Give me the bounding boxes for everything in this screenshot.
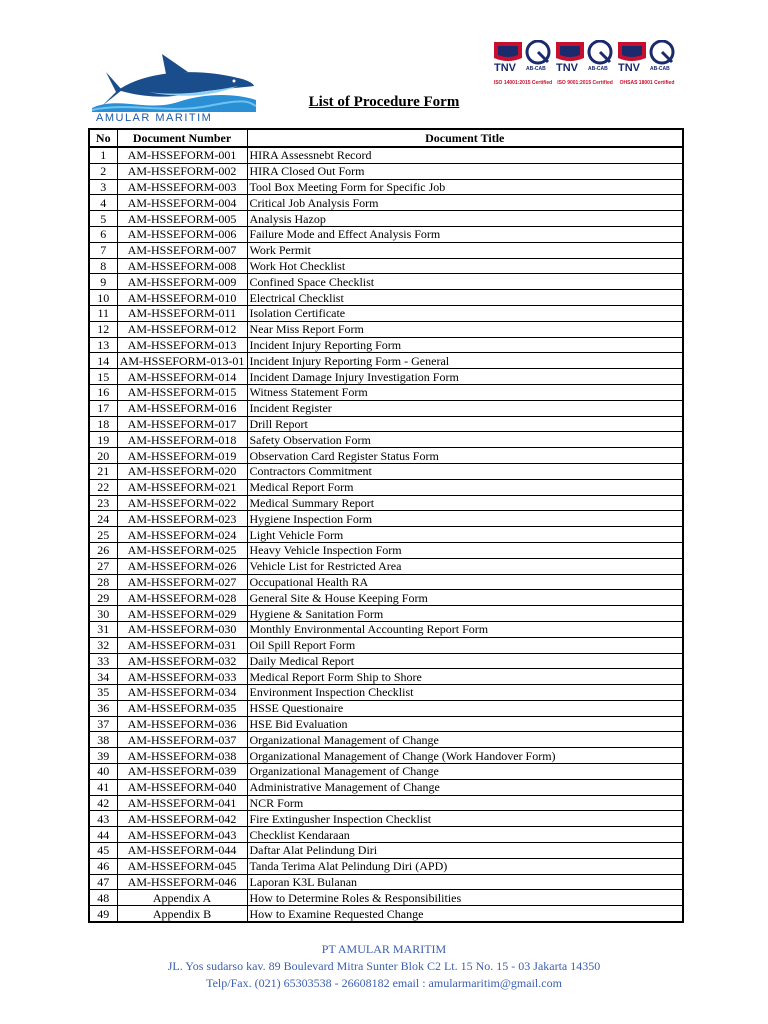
row-number: 44 (89, 827, 117, 843)
table-row (89, 195, 683, 211)
document-title: Incident Damage Injury Investigation Form (247, 369, 683, 385)
table-row (89, 574, 683, 590)
table-row (89, 843, 683, 859)
document-number: AM-HSSEFORM-028 (117, 590, 247, 606)
page-title: List of Procedure Form (308, 94, 460, 110)
document-title: Hygiene & Sanitation Form (247, 606, 683, 622)
table-row (89, 527, 683, 543)
column-header-document-title: Document Title (247, 129, 683, 147)
table-row (89, 226, 683, 242)
row-number: 43 (89, 811, 117, 827)
document-number: AM-HSSEFORM-013 (117, 337, 247, 353)
cert-caption: ISO 9001:2015 Certified (557, 80, 613, 86)
document-title: Witness Statement Form (247, 384, 683, 400)
document-number: AM-HSSEFORM-008 (117, 258, 247, 274)
document-number: AM-HSSEFORM-010 (117, 290, 247, 306)
document-title: Isolation Certificate (247, 305, 683, 321)
row-number: 6 (89, 226, 117, 242)
document-number: AM-HSSEFORM-017 (117, 416, 247, 432)
row-number: 30 (89, 606, 117, 622)
table-row (89, 147, 683, 163)
document-number: AM-HSSEFORM-029 (117, 606, 247, 622)
table-row (89, 384, 683, 400)
table-row (89, 305, 683, 321)
cert-emblem-icon (554, 40, 614, 80)
document-title: Oil Spill Report Form (247, 637, 683, 653)
document-number: Appendix A (117, 890, 247, 906)
table-row (89, 290, 683, 306)
table-row (89, 653, 683, 669)
document-title: Confined Space Checklist (247, 274, 683, 290)
document-number: AM-HSSEFORM-002 (117, 163, 247, 179)
logo-wordmark: AMULAR MARITIM (96, 112, 213, 124)
table-row (89, 321, 683, 337)
cert-mark: TNV (494, 62, 516, 74)
document-title: How to Examine Requested Change (247, 906, 683, 922)
document-title: Environment Inspection Checklist (247, 685, 683, 701)
footer-address: JL. Yos sudarso kav. 89 Boulevard Mitra Sunter Blok C2 Lt. 15 No. 15 - 03 Jakarta 14350 (167, 959, 601, 973)
table-row (89, 337, 683, 353)
document-title: Checklist Kendaraan (247, 827, 683, 843)
document-number: AM-HSSEFORM-043 (117, 827, 247, 843)
table-row (89, 400, 683, 416)
document-number: AM-HSSEFORM-040 (117, 779, 247, 795)
table-row (89, 811, 683, 827)
cert-body: AB-CAB (650, 66, 670, 72)
document-number: AM-HSSEFORM-007 (117, 242, 247, 258)
document-title: How to Determine Roles & Responsibilities (247, 890, 683, 906)
document-number: AM-HSSEFORM-018 (117, 432, 247, 448)
row-number: 16 (89, 384, 117, 400)
document-title: Near Miss Report Form (247, 321, 683, 337)
table-row (89, 685, 683, 701)
document-number: AM-HSSEFORM-005 (117, 211, 247, 227)
document-number: AM-HSSEFORM-041 (117, 795, 247, 811)
row-number: 32 (89, 637, 117, 653)
table-row (89, 590, 683, 606)
table-row (89, 558, 683, 574)
table-row (89, 906, 683, 922)
document-title: Drill Report (247, 416, 683, 432)
row-number: 15 (89, 369, 117, 385)
table-row (89, 463, 683, 479)
document-number: AM-HSSEFORM-019 (117, 448, 247, 464)
document-number: AM-HSSEFORM-014 (117, 369, 247, 385)
table-row (89, 795, 683, 811)
row-number: 21 (89, 463, 117, 479)
table-row (89, 258, 683, 274)
row-number: 38 (89, 732, 117, 748)
document-title: Tanda Terima Alat Pelindung Diri (APD) (247, 858, 683, 874)
document-title: Heavy Vehicle Inspection Form (247, 542, 683, 558)
row-number: 29 (89, 590, 117, 606)
row-number: 10 (89, 290, 117, 306)
company-logo (88, 50, 260, 126)
table-row (89, 369, 683, 385)
document-title: Critical Job Analysis Form (247, 195, 683, 211)
document-title: Analysis Hazop (247, 211, 683, 227)
document-title: HIRA Assessnebt Record (247, 147, 683, 163)
document-number: AM-HSSEFORM-020 (117, 463, 247, 479)
table-row (89, 274, 683, 290)
document-title: Daily Medical Report (247, 653, 683, 669)
row-number: 22 (89, 479, 117, 495)
document-number: AM-HSSEFORM-033 (117, 669, 247, 685)
table-row (89, 479, 683, 495)
table-header-row (89, 129, 683, 147)
row-number: 9 (89, 274, 117, 290)
column-header-document-number: Document Number (117, 129, 247, 147)
document-number: AM-HSSEFORM-038 (117, 748, 247, 764)
row-number: 45 (89, 843, 117, 859)
document-title: General Site & House Keeping Form (247, 590, 683, 606)
row-number: 35 (89, 685, 117, 701)
table-row (89, 416, 683, 432)
document-title: Contractors Commitment (247, 463, 683, 479)
row-number: 2 (89, 163, 117, 179)
row-number: 18 (89, 416, 117, 432)
document-number: AM-HSSEFORM-011 (117, 305, 247, 321)
table-row (89, 716, 683, 732)
row-number: 33 (89, 653, 117, 669)
document-title: Organizational Management of Change (Work Handover Form) (247, 748, 683, 764)
row-number: 17 (89, 400, 117, 416)
document-number: AM-HSSEFORM-023 (117, 511, 247, 527)
row-number: 42 (89, 795, 117, 811)
table-row (89, 779, 683, 795)
table-row (89, 858, 683, 874)
row-number: 13 (89, 337, 117, 353)
document-number: AM-HSSEFORM-016 (117, 400, 247, 416)
document-title: NCR Form (247, 795, 683, 811)
table-row (89, 163, 683, 179)
row-number: 49 (89, 906, 117, 922)
document-title: HSSE Questionaire (247, 700, 683, 716)
document-title: Hygiene Inspection Form (247, 511, 683, 527)
row-number: 46 (89, 858, 117, 874)
footer-company: PT AMULAR MARITIM (321, 942, 447, 956)
document-title: Occupational Health RA (247, 574, 683, 590)
table-row (89, 211, 683, 227)
document-number: AM-HSSEFORM-034 (117, 685, 247, 701)
table-row (89, 353, 683, 369)
row-number: 31 (89, 621, 117, 637)
document-title: Work Permit (247, 242, 683, 258)
document-number: AM-HSSEFORM-030 (117, 621, 247, 637)
footer-contact: Telp/Fax. (021) 65303538 - 26608182 email : amularmaritim@gmail.com (206, 976, 562, 990)
document-number: AM-HSSEFORM-027 (117, 574, 247, 590)
document-title: Tool Box Meeting Form for Specific Job (247, 179, 683, 195)
row-number: 26 (89, 542, 117, 558)
cert-emblem-icon (616, 40, 676, 80)
cert-badge-iso9001 (554, 40, 614, 90)
document-number: AM-HSSEFORM-032 (117, 653, 247, 669)
row-number: 19 (89, 432, 117, 448)
document-number: AM-HSSEFORM-015 (117, 384, 247, 400)
document-title: Incident Injury Reporting Form - General (247, 353, 683, 369)
column-header-no: No (89, 129, 117, 147)
document-number: AM-HSSEFORM-006 (117, 226, 247, 242)
document-number: AM-HSSEFORM-024 (117, 527, 247, 543)
document-number: AM-HSSEFORM-042 (117, 811, 247, 827)
cert-badge-ohsas18001 (616, 40, 676, 90)
document-title: Medical Summary Report (247, 495, 683, 511)
row-number: 36 (89, 700, 117, 716)
document-number: AM-HSSEFORM-012 (117, 321, 247, 337)
document-number: AM-HSSEFORM-009 (117, 274, 247, 290)
document-number: AM-HSSEFORM-013-01 (117, 353, 247, 369)
cert-body: AB-CAB (526, 66, 546, 72)
document-title: Observation Card Register Status Form (247, 448, 683, 464)
document-number: AM-HSSEFORM-004 (117, 195, 247, 211)
document-number: AM-HSSEFORM-001 (117, 147, 247, 163)
table-body (89, 147, 683, 922)
document-number: Appendix B (117, 906, 247, 922)
table-row (89, 179, 683, 195)
row-number: 25 (89, 527, 117, 543)
document-title: Vehicle List for Restricted Area (247, 558, 683, 574)
document-title: Electrical Checklist (247, 290, 683, 306)
certification-badges (492, 40, 676, 90)
document-title: Monthly Environmental Accounting Report Form (247, 621, 683, 637)
table-row (89, 448, 683, 464)
cert-badge-iso14001 (492, 40, 552, 90)
table-row (89, 764, 683, 780)
document-number: AM-HSSEFORM-046 (117, 874, 247, 890)
row-number: 27 (89, 558, 117, 574)
cert-mark: TNV (618, 62, 640, 74)
table-row (89, 242, 683, 258)
document-title: Administrative Management of Change (247, 779, 683, 795)
document-number: AM-HSSEFORM-003 (117, 179, 247, 195)
document-title: HSE Bid Evaluation (247, 716, 683, 732)
row-number: 40 (89, 764, 117, 780)
row-number: 23 (89, 495, 117, 511)
document-title: Light Vehicle Form (247, 527, 683, 543)
table-row (89, 542, 683, 558)
table-row (89, 732, 683, 748)
row-number: 34 (89, 669, 117, 685)
row-number: 39 (89, 748, 117, 764)
document-number: AM-HSSEFORM-045 (117, 858, 247, 874)
row-number: 7 (89, 242, 117, 258)
row-number: 5 (89, 211, 117, 227)
table-row (89, 621, 683, 637)
row-number: 1 (89, 147, 117, 163)
row-number: 37 (89, 716, 117, 732)
document-number: AM-HSSEFORM-031 (117, 637, 247, 653)
document-title: Work Hot Checklist (247, 258, 683, 274)
document-number: AM-HSSEFORM-044 (117, 843, 247, 859)
document-number: AM-HSSEFORM-021 (117, 479, 247, 495)
table-row (89, 748, 683, 764)
table-row (89, 432, 683, 448)
document-number: AM-HSSEFORM-037 (117, 732, 247, 748)
row-number: 12 (89, 321, 117, 337)
cert-body: AB-CAB (588, 66, 608, 72)
row-number: 3 (89, 179, 117, 195)
document-number: AM-HSSEFORM-039 (117, 764, 247, 780)
row-number: 24 (89, 511, 117, 527)
row-number: 28 (89, 574, 117, 590)
row-number: 48 (89, 890, 117, 906)
table-row (89, 890, 683, 906)
document-title: Organizational Management of Change (247, 764, 683, 780)
document-title: Failure Mode and Effect Analysis Form (247, 226, 683, 242)
document-number: AM-HSSEFORM-035 (117, 700, 247, 716)
document-title: Safety Observation Form (247, 432, 683, 448)
cert-caption: OHSAS 18001 Certified (619, 80, 675, 86)
table-row (89, 827, 683, 843)
row-number: 41 (89, 779, 117, 795)
table-row (89, 606, 683, 622)
document-number: AM-HSSEFORM-026 (117, 558, 247, 574)
row-number: 11 (89, 305, 117, 321)
document-number: AM-HSSEFORM-025 (117, 542, 247, 558)
cert-emblem-icon (492, 40, 552, 80)
document-title: Daftar Alat Pelindung Diri (247, 843, 683, 859)
table-row (89, 495, 683, 511)
document-title: Organizational Management of Change (247, 732, 683, 748)
document-title: Incident Injury Reporting Form (247, 337, 683, 353)
document-title: Laporan K3L Bulanan (247, 874, 683, 890)
procedure-form-table (88, 128, 684, 923)
document-title: Medical Report Form (247, 479, 683, 495)
document-number: AM-HSSEFORM-022 (117, 495, 247, 511)
cert-mark: TNV (556, 62, 578, 74)
table-row (89, 669, 683, 685)
document-number: AM-HSSEFORM-036 (117, 716, 247, 732)
row-number: 4 (89, 195, 117, 211)
document-title: Fire Extingusher Inspection Checklist (247, 811, 683, 827)
document-title: HIRA Closed Out Form (247, 163, 683, 179)
row-number: 8 (89, 258, 117, 274)
document-title: Medical Report Form Ship to Shore (247, 669, 683, 685)
row-number: 47 (89, 874, 117, 890)
document-title: Incident Register (247, 400, 683, 416)
cert-caption: ISO 14001:2015 Certified (493, 80, 553, 86)
table-row (89, 700, 683, 716)
table-row (89, 637, 683, 653)
table-row (89, 511, 683, 527)
row-number: 14 (89, 353, 117, 369)
row-number: 20 (89, 448, 117, 464)
table-row (89, 874, 683, 890)
